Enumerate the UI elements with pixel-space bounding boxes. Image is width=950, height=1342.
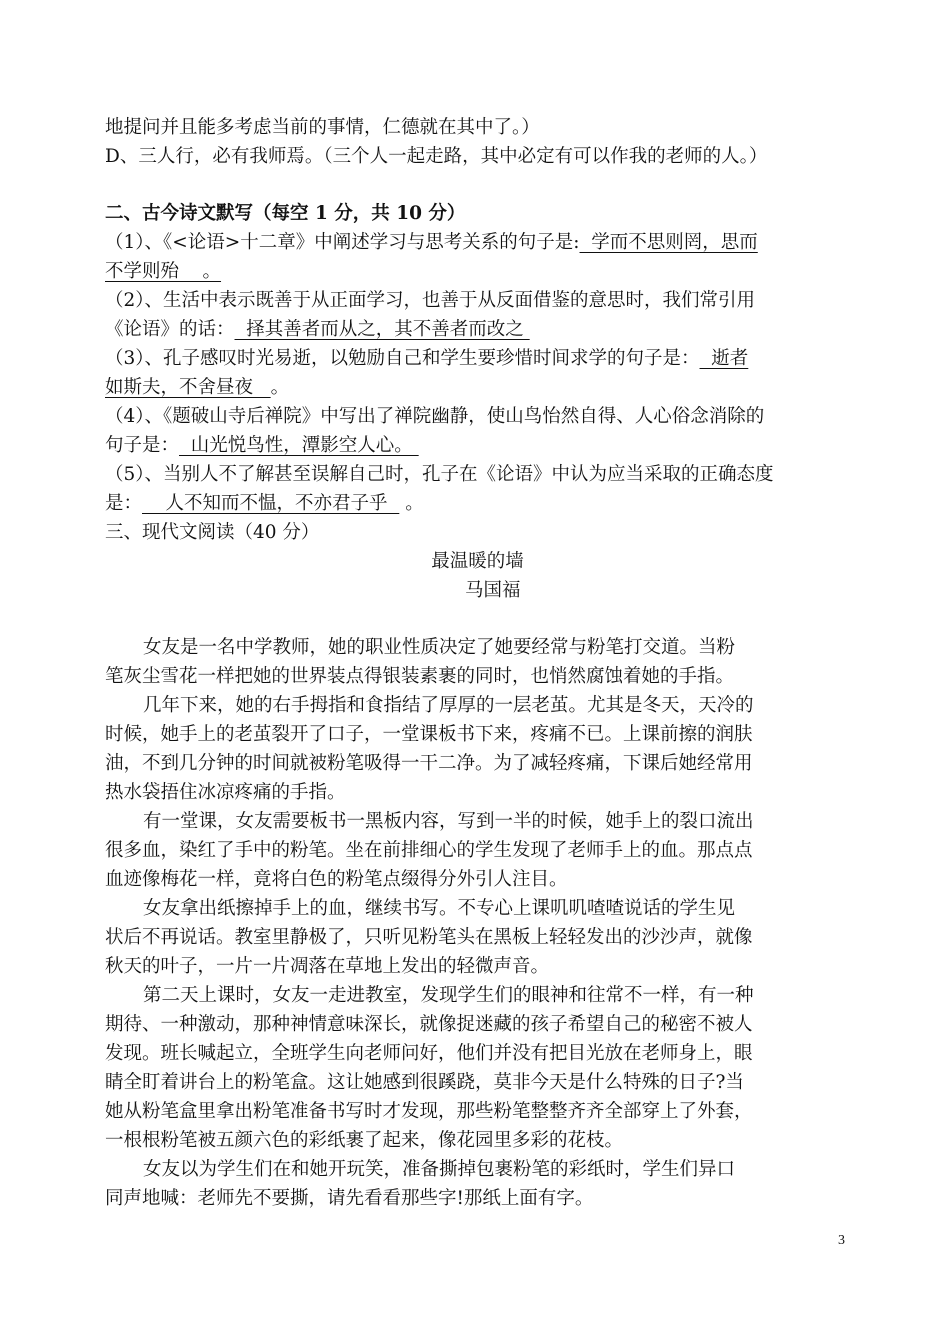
q1-answer-a: 学而不思则罔，思而 — [579, 232, 758, 253]
q5-answer: 人不知而不愠，不亦君子乎 — [142, 493, 400, 514]
article-paragraph — [105, 981, 850, 1155]
q4-answer: 山光悦鸟性，潭影空人心。 — [179, 435, 419, 456]
paragraph-line: 秋天的叶子，一片一片凋落在草地上发出的轻微声音。 — [105, 956, 550, 977]
paragraph-line: 笔灰尘雪花一样把她的世界装点得银装素裹的同时，也悄然腐蚀着她的手指。 — [105, 666, 735, 687]
intro-line-1: 地提问并且能多考虑当前的事情，仁德就在其中了。） — [105, 117, 540, 138]
paragraph-line: 睛全盯着讲台上的粉笔盒。这让她感到很蹊跷，莫非今天是什么特殊的日子?当 — [105, 1072, 744, 1093]
intro-line-2: D、三人行，必有我师焉。（三个人一起走路，其中必定有可以作我的老师的人。） — [105, 146, 768, 167]
article-body — [105, 633, 850, 1213]
q1-answer-b: 不学则殆 。 — [105, 261, 222, 282]
paragraph-line: 油，不到几分钟的时间就被粉笔吸得一干二净。为了减轻疼痛，下课后她经常用 — [105, 753, 753, 774]
paragraph-line: 同声地喊：老师先不要撕，请先看看那些字!那纸上面有字。 — [105, 1188, 594, 1209]
q2-answer: 择其善者而从之，其不善者而改之 — [234, 319, 530, 340]
q3-line-1 — [105, 344, 850, 373]
article-author: 马国福 — [465, 580, 521, 601]
q4-line-1: （4）、《题破山寺后禅院》中写出了禅院幽静，使山鸟怡然自得、人心俗念消除的 — [105, 406, 765, 427]
paragraph-line: 很多血，染红了手中的粉笔。坐在前排细心的学生发现了老师手上的血。那点点 — [105, 840, 753, 861]
q5-line-1: （5）、当别人不了解甚至误解自己时，孔子在《论语》中认为应当采取的正确态度 — [105, 464, 774, 485]
article-title: 最温暖的墙 — [431, 551, 524, 572]
section2-heading: 二、古今诗文默写（每空 1 分，共 10 分） — [105, 203, 466, 224]
paragraph-line: 时候，她手上的老茧裂开了口子，一堂课板书下来，疼痛不已。上课前擦的润肤 — [105, 724, 753, 745]
q3-prefix: （3）、孔子感叹时光易逝，以勉励自己和学生要珍惜时间求学的句子是： — [105, 348, 700, 369]
paragraph-line: 有一堂课，女友需要板书一黑板内容，写到一半的时候，她手上的裂口流出 — [143, 811, 754, 832]
article-paragraph — [105, 807, 850, 894]
q1-line-1 — [105, 228, 850, 257]
blank-line — [105, 605, 850, 633]
paragraph-line: 女友是一名中学教师，她的职业性质决定了她要经常与粉笔打交道。当粉 — [143, 637, 736, 658]
article-paragraph — [105, 633, 850, 691]
page-number: 3 — [838, 1233, 845, 1248]
q4-prefix: 句子是： — [105, 435, 180, 456]
paragraph-line: 几年下来，她的右手拇指和食指结了厚厚的一层老茧。尤其是冬天，天冷的 — [143, 695, 754, 716]
q2-line-1: （2）、生活中表示既善于从正面学习，也善于从反面借鉴的意思时，我们常引用 — [105, 290, 756, 311]
q3-answer-a: 逝者 — [699, 348, 749, 369]
q4-line-2 — [105, 431, 850, 460]
q2-prefix: 《论语》的话： — [105, 319, 235, 340]
q5-prefix: 是： — [105, 493, 143, 514]
article-paragraph — [105, 691, 850, 807]
q5-line-2 — [105, 489, 850, 518]
q2-line-2 — [105, 315, 850, 344]
article-paragraph — [105, 1155, 850, 1213]
article-paragraph — [105, 894, 850, 981]
paragraph-line: 女友拿出纸擦掉手上的血，继续书写。不专心上课叽叽喳喳说话的学生见 — [143, 898, 736, 919]
paragraph-line: 女友以为学生们在和她开玩笑，准备撕掉包裹粉笔的彩纸时，学生们异口 — [143, 1159, 736, 1180]
q1-prefix: （1）、《<论语>十二章》中阐述学习与思考关系的句子是: — [105, 232, 580, 253]
paragraph-line: 她从粉笔盒里拿出粉笔准备书写时才发现，那些粉笔整整齐齐全部穿上了外套， — [105, 1101, 753, 1122]
paragraph-line: 期待、一种激动，那种神情意味深长，就像捉迷藏的孩子希望自己的秘密不被人 — [105, 1014, 753, 1035]
document-page — [105, 113, 850, 1213]
paragraph-line: 状后不再说话。教室里静极了，只听见粉笔头在黑板上轻轻发出的沙沙声，就像 — [105, 927, 753, 948]
q3-suffix: 。 — [270, 377, 290, 398]
paragraph-line: 发现。班长喊起立，全班学生向老师问好，他们并没有把目光放在老师身上，眼 — [105, 1043, 753, 1064]
q3-line-2 — [105, 373, 850, 402]
q3-answer-b: 如斯夫，不舍昼夜 — [105, 377, 271, 398]
q1-line-2 — [105, 257, 850, 286]
section3-heading: 三、现代文阅读（40 分） — [105, 522, 320, 543]
paragraph-line: 一根根粉笔被五颜六色的彩纸裹了起来，像花园里多彩的花枝。 — [105, 1130, 624, 1151]
paragraph-line: 热水袋捂住冰凉疼痛的手指。 — [105, 782, 346, 803]
blank-line — [105, 171, 850, 199]
paragraph-line: 血迹像梅花一样，竟将白色的粉笔点缀得分外引人注目。 — [105, 869, 568, 890]
paragraph-line: 第二天上课时，女友一走进教室，发现学生们的眼神和往常不一样，有一种 — [143, 985, 754, 1006]
q5-suffix: 。 — [399, 493, 424, 514]
